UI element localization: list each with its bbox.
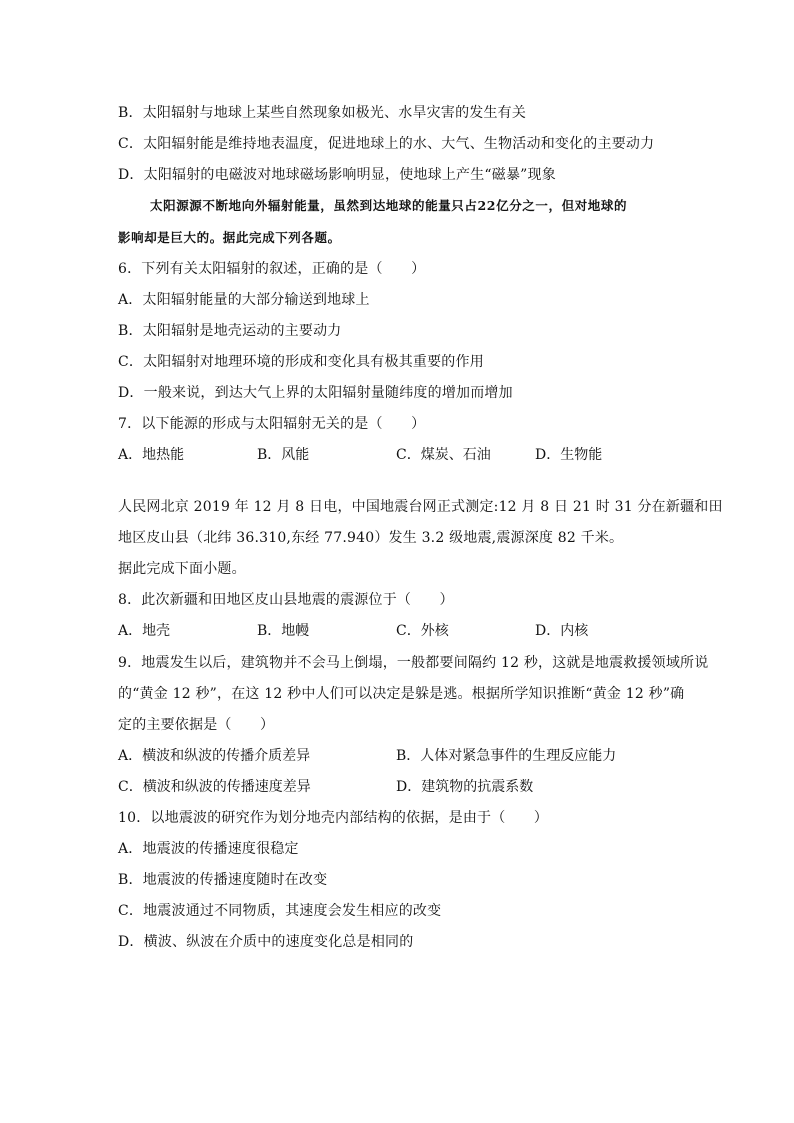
q9-option-d: D．建筑物的抗震系数	[396, 779, 534, 795]
q10-option-d: D．横波、纵波在介质中的速度变化总是相同的	[118, 934, 414, 950]
q7-option-b: B．风能	[257, 447, 310, 463]
passage2-line2: 地区皮山县（北纬 36.310,东经 77.940）发生 3.2 级地震,震源深度 82 千米。	[118, 530, 624, 546]
q7-option-c: C．煤炭、石油	[396, 447, 491, 463]
passage2-line3: 据此完成下面小题。	[118, 561, 246, 577]
q9-stem-line1: 9．地震发生以后，建筑物并不会马上倒塌，一般都要间隔约 12 秒，这就是地震救援领域所说	[118, 655, 709, 671]
q6-option-a: A．太阳辐射能量的大部分输送到地球上	[118, 292, 370, 308]
q8-option-d: D．内核	[535, 623, 589, 639]
q10-stem: 10．以地震波的研究作为划分地壳内部结构的依据，是由于（ ）	[118, 810, 549, 826]
q6-option-d: D．一般来说，到达大气上界的太阳辐射量随纬度的增加而增加	[118, 385, 513, 401]
q6-stem: 6．下列有关太阳辐射的叙述，正确的是（ ）	[118, 261, 426, 277]
q10-option-b: B．地震波的传播速度随时在改变	[118, 872, 328, 888]
q8-option-b: B．地幔	[257, 623, 310, 639]
prev-option-b: B．太阳辐射与地球上某些自然现象如极光、水旱灾害的发生有关	[118, 105, 527, 121]
q10-option-c: C．地震波通过不同物质，其速度会发生相应的改变	[118, 903, 442, 919]
q8-option-a: A．地壳	[118, 623, 171, 639]
q8-option-c: C．外核	[396, 623, 449, 639]
prev-option-d: D．太阳辐射的电磁波对地球磁场影响明显，使地球上产生“磁暴”现象	[118, 167, 556, 183]
prev-option-c: C．太阳辐射能是维持地表温度，促进地球上的水、大气、生物活动和变化的主要动力	[118, 136, 655, 152]
passage2-line1: 人民网北京 2019 年 12 月 8 日电，中国地震台网正式测定:12 月 8 日 21 时 31 分在新疆和田	[118, 499, 723, 515]
q9-stem-line3: 定的主要依据是（ ）	[118, 717, 275, 733]
q8-stem: 8．此次新疆和田地区皮山县地震的震源位于（ ）	[118, 592, 454, 608]
q9-stem-line2: 的“黄金 12 秒”，在这 12 秒中人们可以决定是躲是逃。根据所学知识推断“黄金 12 秒”确	[118, 686, 685, 702]
q9-option-a: A．横波和纵波的传播介质差异	[118, 748, 311, 764]
q6-option-c: C．太阳辐射对地理环境的形成和变化具有极其重要的作用	[118, 354, 484, 370]
q7-option-a: A．地热能	[118, 447, 185, 463]
passage1-line2: 影响却是巨大的。据此完成下列各题。	[118, 230, 341, 245]
q6-option-b: B．太阳辐射是地壳运动的主要动力	[118, 323, 342, 339]
q7-stem: 7．以下能源的形成与太阳辐射无关的是（ ）	[118, 416, 426, 432]
q7-option-d: D．生物能	[535, 447, 603, 463]
q10-option-a: A．地震波的传播速度很稳定	[118, 841, 299, 857]
q9-option-b: B．人体对紧急事件的生理反应能力	[396, 748, 617, 764]
q9-option-c: C．横波和纵波的传播速度差异	[118, 779, 311, 795]
passage1-line1: 太阳源源不断地向外辐射能量，虽然到达地球的能量只占22亿分之一，但对地球的	[150, 198, 628, 213]
